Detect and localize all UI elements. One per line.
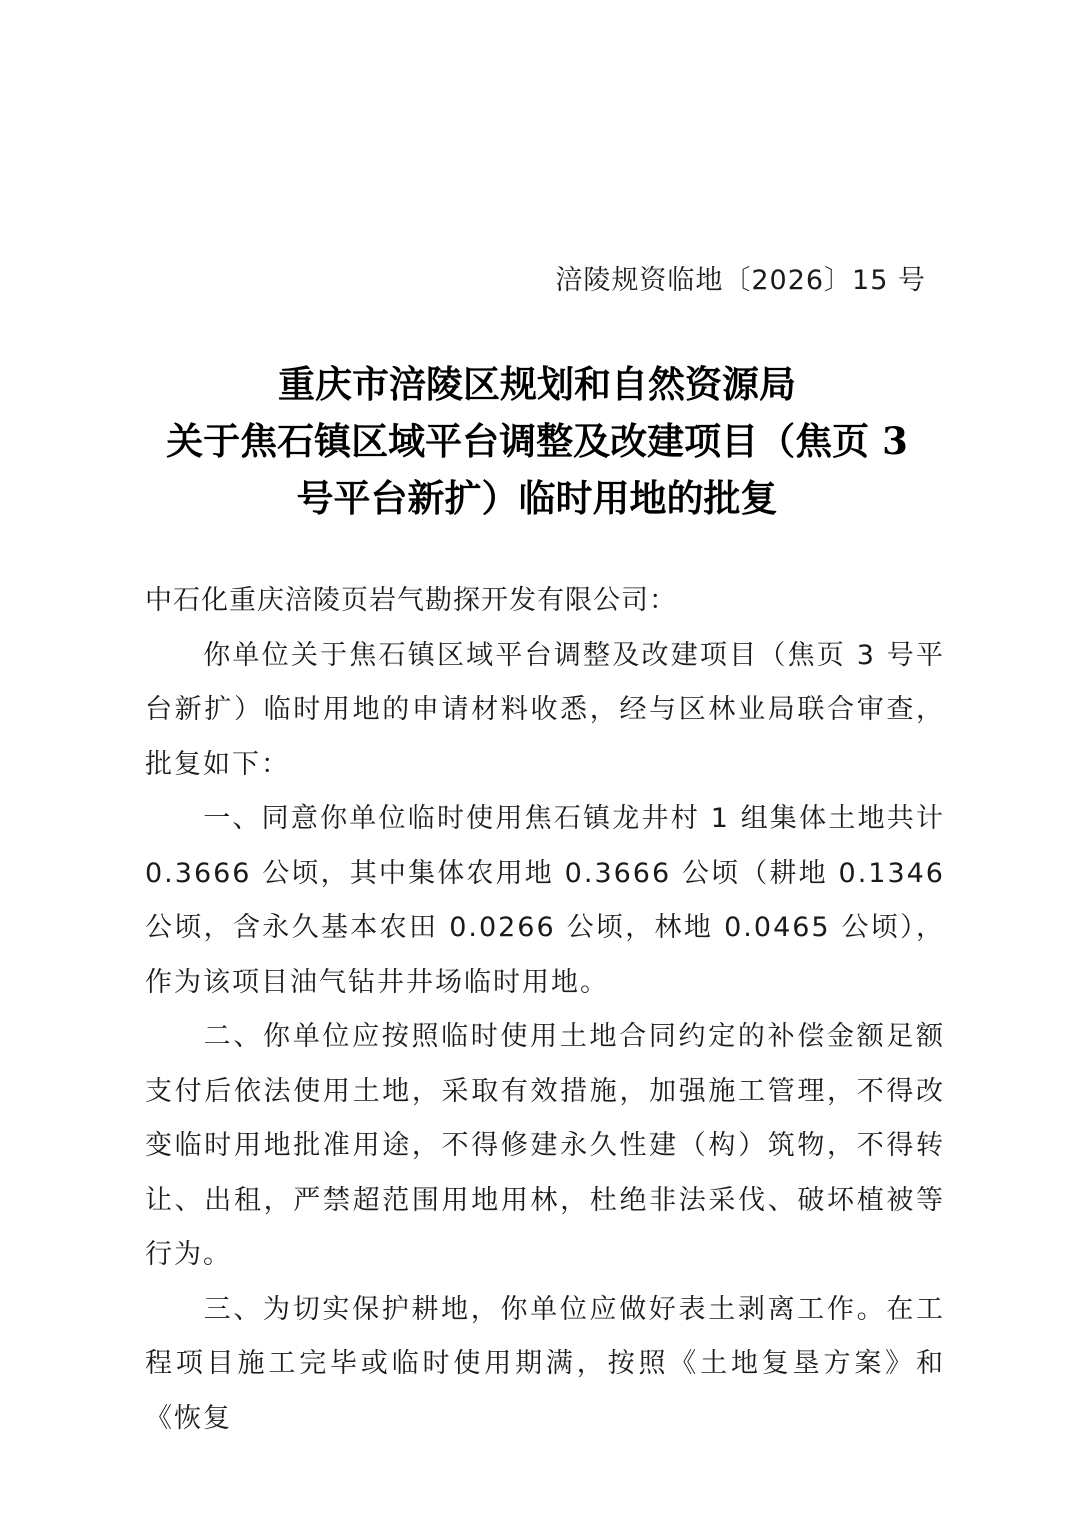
paragraph-item-2 (145, 1010, 945, 1283)
document-number: 涪陵规资临地〔2026〕15 号 (555, 265, 926, 296)
document-title (130, 356, 944, 527)
paragraph-text: 你单位关于焦石镇区域平台调整及改建项目（焦页 3 号平台新扩）临时用地的申请材料收悉，经与区林业局联合审查，批复如下： (145, 639, 945, 780)
paragraph-text: 三、为切实保护耕地，你单位应做好表土剥离工作。在工程项目施工完毕或临时使用期满，按照《土地复垦方案》和《恢复 (145, 1293, 945, 1434)
paragraph-item-3 (145, 1283, 945, 1447)
paragraph-intro (145, 629, 945, 793)
addressee: 中石化重庆涪陵页岩气勘探开发有限公司： (145, 585, 677, 616)
document-body (145, 574, 945, 1446)
title-line: 关于焦石镇区域平台调整及改建项目（焦页 3 (166, 419, 908, 463)
title-line: 号平台新扩）临时用地的批复 (296, 476, 778, 520)
title-line: 重庆市涪陵区规划和自然资源局 (278, 362, 796, 406)
paragraph-text: 一、同意你单位临时使用焦石镇龙井村 1 组集体土地共计 0.3666 公顷，其中集体农用地 0.3666 公顷（耕地 0.1346 公顷，含永久基本农田 0.0266 公顷，林地 0.0465 公顷），作为该项目油气钻井井场临时用地。 (145, 803, 945, 998)
paragraph-text: 二、你单位应按照临时使用土地合同约定的补偿金额足额支付后依法使用土地，采取有效措施，加强施工管理，不得改变临时用地批准用途，不得修建永久性建（构）筑物，不得转让、出租，严禁超范围用地用林，杜绝非法采伐、破坏植被等行为。 (145, 1021, 945, 1270)
paragraph-item-1 (145, 792, 945, 1010)
